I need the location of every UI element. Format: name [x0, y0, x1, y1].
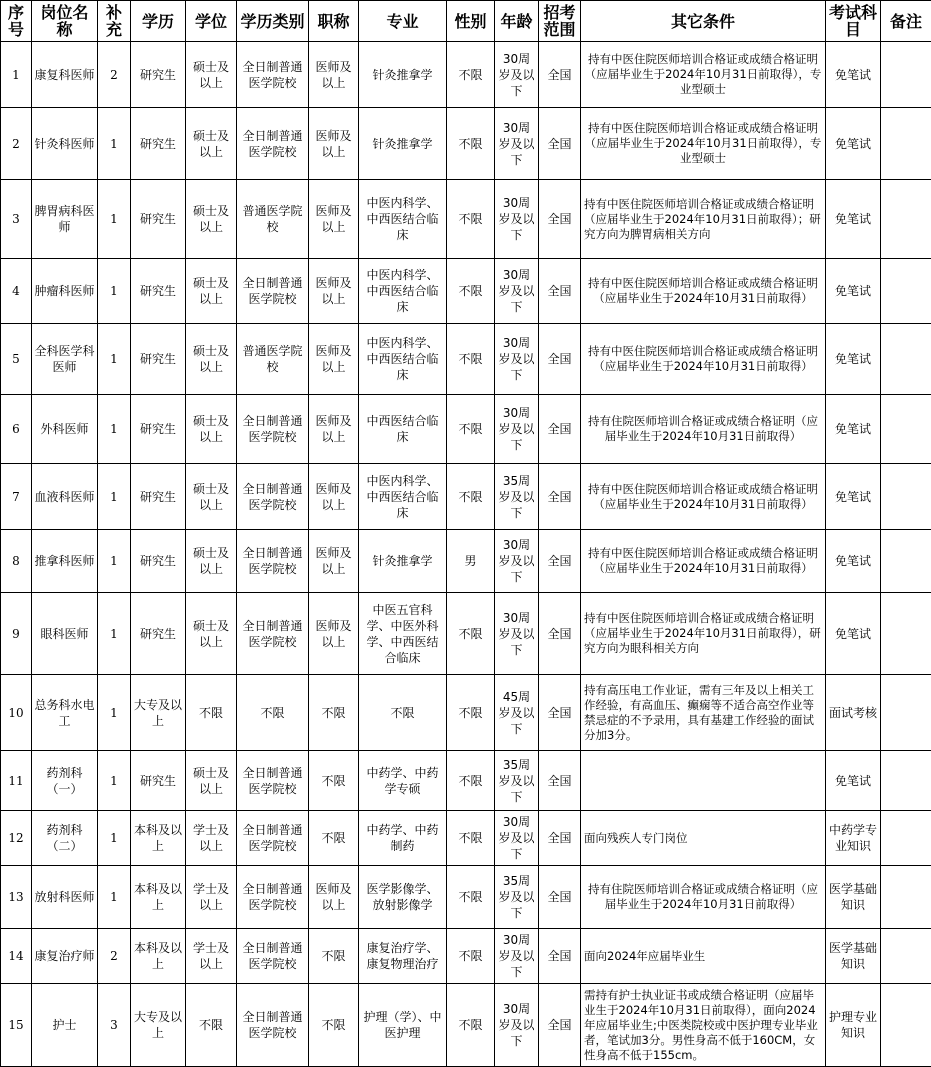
- cell-edu-type: 全日制普通医学院校: [237, 866, 309, 929]
- table-row: [1, 324, 931, 395]
- cell-scope: 全国: [539, 259, 581, 324]
- cell-exam: 免笔试: [826, 530, 881, 593]
- cell-note: [881, 530, 931, 593]
- cell-scope: 全国: [539, 108, 581, 180]
- cell-post: 护士: [32, 984, 98, 1067]
- table-row: [1, 675, 931, 751]
- table-body: [1, 42, 931, 1067]
- table-row: [1, 984, 931, 1067]
- header-cell-title: 职称: [309, 1, 359, 42]
- cell-count: 1: [98, 259, 131, 324]
- cell-scope: 全国: [539, 464, 581, 530]
- cell-title: 医师及以上: [309, 42, 359, 108]
- cell-gender: 不限: [447, 675, 495, 751]
- cell-count: 3: [98, 984, 131, 1067]
- cell-degree: 硕士及以上: [186, 530, 237, 593]
- cell-exam: 面试考核: [826, 675, 881, 751]
- cell-title: 医师及以上: [309, 395, 359, 464]
- cell-no: 1: [1, 42, 32, 108]
- cell-other: 持有中医住院医师培训合格证或成绩合格证明（应届毕业生于2024年10月31日前取得）: [581, 530, 826, 593]
- cell-other: 需持有护士执业证书或成绩合格证明（应届毕业生于2024年10月31日前取得），面向2024年应届毕业生;中医类院校或中医护理专业毕业者，笔试加3分。男性身高不低于160CM，女性身高不低于155cm。: [581, 984, 826, 1067]
- cell-scope: 全国: [539, 675, 581, 751]
- cell-other: 持有住院医师培训合格证或成绩合格证明（应届毕业生于2024年10月31日前取得）: [581, 866, 826, 929]
- cell-major: 中医内科学、中西医结合临床: [359, 180, 447, 259]
- cell-note: [881, 984, 931, 1067]
- cell-no: 13: [1, 866, 32, 929]
- cell-degree: 硕士及以上: [186, 593, 237, 675]
- cell-major: 针灸推拿学: [359, 42, 447, 108]
- cell-major: 护理（学）、中医护理: [359, 984, 447, 1067]
- cell-degree: 不限: [186, 984, 237, 1067]
- cell-title: 不限: [309, 984, 359, 1067]
- cell-scope: 全国: [539, 929, 581, 984]
- cell-count: 1: [98, 675, 131, 751]
- cell-count: 1: [98, 180, 131, 259]
- cell-exam: 医学基础知识: [826, 929, 881, 984]
- cell-major: 中药学、中药学专硕: [359, 751, 447, 811]
- cell-note: [881, 866, 931, 929]
- cell-gender: 不限: [447, 984, 495, 1067]
- table-row: [1, 866, 931, 929]
- cell-degree: 硕士及以上: [186, 259, 237, 324]
- cell-scope: 全国: [539, 324, 581, 395]
- cell-age: 30周岁及以下: [495, 984, 539, 1067]
- cell-age: 30周岁及以下: [495, 395, 539, 464]
- cell-exam: 免笔试: [826, 42, 881, 108]
- cell-title: 医师及以上: [309, 464, 359, 530]
- cell-edu-type: 全日制普通医学院校: [237, 108, 309, 180]
- cell-edu-type: 全日制普通医学院校: [237, 42, 309, 108]
- header-cell-exam: 考试科目: [826, 1, 881, 42]
- cell-title: 医师及以上: [309, 259, 359, 324]
- cell-scope: 全国: [539, 811, 581, 866]
- cell-age: 35周岁及以下: [495, 464, 539, 530]
- cell-no: 9: [1, 593, 32, 675]
- cell-post: 眼科医师: [32, 593, 98, 675]
- table-row: [1, 929, 931, 984]
- cell-note: [881, 324, 931, 395]
- cell-degree: 硕士及以上: [186, 751, 237, 811]
- cell-post: 全科医学科医师: [32, 324, 98, 395]
- header-cell-scope: 招考范围: [539, 1, 581, 42]
- cell-title: 不限: [309, 811, 359, 866]
- cell-no: 2: [1, 108, 32, 180]
- cell-major: 中医内科学、中西医结合临床: [359, 324, 447, 395]
- header-cell-note: 备注: [881, 1, 931, 42]
- cell-gender: 不限: [447, 180, 495, 259]
- cell-edu: 研究生: [131, 530, 186, 593]
- cell-degree: 硕士及以上: [186, 180, 237, 259]
- header-cell-edu: 学历: [131, 1, 186, 42]
- cell-note: [881, 180, 931, 259]
- cell-count: 1: [98, 593, 131, 675]
- cell-other: [581, 751, 826, 811]
- cell-exam: 医学基础知识: [826, 866, 881, 929]
- cell-major: 针灸推拿学: [359, 108, 447, 180]
- cell-post: 康复治疗师: [32, 929, 98, 984]
- cell-degree: 不限: [186, 675, 237, 751]
- cell-gender: 不限: [447, 108, 495, 180]
- table-row: [1, 751, 931, 811]
- cell-edu: 研究生: [131, 180, 186, 259]
- cell-count: 2: [98, 929, 131, 984]
- cell-edu: 研究生: [131, 108, 186, 180]
- cell-major: 医学影像学、放射影像学: [359, 866, 447, 929]
- cell-edu-type: 全日制普通医学院校: [237, 811, 309, 866]
- cell-note: [881, 675, 931, 751]
- cell-other: 持有中医住院医师培训合格证或成绩合格证明（应届毕业生于2024年10月31日前取得）；研究方向为脾胃病相关方向: [581, 180, 826, 259]
- header-cell-edu-type: 学历类别: [237, 1, 309, 42]
- cell-gender: 不限: [447, 464, 495, 530]
- cell-note: [881, 108, 931, 180]
- cell-major: 中医内科学、中西医结合临床: [359, 259, 447, 324]
- cell-no: 3: [1, 180, 32, 259]
- cell-gender: 不限: [447, 751, 495, 811]
- cell-major: 康复治疗学、康复物理治疗: [359, 929, 447, 984]
- cell-exam: 免笔试: [826, 395, 881, 464]
- cell-scope: 全国: [539, 530, 581, 593]
- cell-scope: 全国: [539, 180, 581, 259]
- header-cell-major: 专业: [359, 1, 447, 42]
- cell-major: 中医五官科学、中医外科学、中西医结合临床: [359, 593, 447, 675]
- cell-scope: 全国: [539, 395, 581, 464]
- cell-edu-type: 全日制普通医学院校: [237, 593, 309, 675]
- cell-other: 持有中医住院医师培训合格证或成绩合格证明（应届毕业生于2024年10月31日前取得），专业型硕士: [581, 42, 826, 108]
- cell-edu: 研究生: [131, 464, 186, 530]
- cell-title: 医师及以上: [309, 180, 359, 259]
- cell-no: 4: [1, 259, 32, 324]
- header-cell-degree: 学位: [186, 1, 237, 42]
- cell-title: 医师及以上: [309, 108, 359, 180]
- cell-edu-type: 全日制普通医学院校: [237, 259, 309, 324]
- cell-edu-type: 全日制普通医学院校: [237, 929, 309, 984]
- cell-count: 1: [98, 530, 131, 593]
- header-cell-count: 补充: [98, 1, 131, 42]
- header-cell-post: 岗位名称: [32, 1, 98, 42]
- header-cell-no: 序号: [1, 1, 32, 42]
- cell-post: 外科医师: [32, 395, 98, 464]
- table-row: [1, 259, 931, 324]
- cell-other: 持有中医住院医师培训合格证或成绩合格证明（应届毕业生于2024年10月31日前取得）: [581, 259, 826, 324]
- cell-no: 10: [1, 675, 32, 751]
- cell-gender: 不限: [447, 324, 495, 395]
- cell-gender: 不限: [447, 811, 495, 866]
- cell-scope: 全国: [539, 42, 581, 108]
- cell-no: 11: [1, 751, 32, 811]
- cell-edu: 大专及以上: [131, 675, 186, 751]
- cell-edu-type: 普通医学院校: [237, 324, 309, 395]
- header-cell-gender: 性别: [447, 1, 495, 42]
- cell-age: 30周岁及以下: [495, 530, 539, 593]
- cell-gender: 不限: [447, 259, 495, 324]
- cell-gender: 不限: [447, 395, 495, 464]
- cell-post: 药剂科（一）: [32, 751, 98, 811]
- cell-scope: 全国: [539, 751, 581, 811]
- cell-post: 总务科水电工: [32, 675, 98, 751]
- cell-exam: 免笔试: [826, 464, 881, 530]
- cell-edu-type: 全日制普通医学院校: [237, 984, 309, 1067]
- cell-edu-type: 全日制普通医学院校: [237, 530, 309, 593]
- cell-note: [881, 464, 931, 530]
- cell-age: 30周岁及以下: [495, 108, 539, 180]
- cell-gender: 不限: [447, 42, 495, 108]
- cell-age: 30周岁及以下: [495, 259, 539, 324]
- cell-note: [881, 929, 931, 984]
- cell-other: 持有中医住院医师培训合格证或成绩合格证明（应届毕业生于2024年10月31日前取得），研究方向为眼科相关方向: [581, 593, 826, 675]
- cell-exam: 免笔试: [826, 259, 881, 324]
- cell-degree: 硕士及以上: [186, 395, 237, 464]
- cell-major: 中西医结合临床: [359, 395, 447, 464]
- cell-age: 35周岁及以下: [495, 866, 539, 929]
- table-row: [1, 108, 931, 180]
- table-row: [1, 464, 931, 530]
- cell-degree: 学士及以上: [186, 866, 237, 929]
- cell-title: 医师及以上: [309, 866, 359, 929]
- cell-scope: 全国: [539, 866, 581, 929]
- cell-no: 12: [1, 811, 32, 866]
- cell-count: 1: [98, 395, 131, 464]
- cell-post: 推拿科医师: [32, 530, 98, 593]
- header-cell-other: 其它条件: [581, 1, 826, 42]
- cell-note: [881, 751, 931, 811]
- cell-count: 1: [98, 464, 131, 530]
- cell-other: 持有中医住院医师培训合格证或成绩合格证明（应届毕业生于2024年10月31日前取得）: [581, 464, 826, 530]
- cell-degree: 硕士及以上: [186, 464, 237, 530]
- cell-age: 30周岁及以下: [495, 180, 539, 259]
- cell-edu: 本科及以上: [131, 811, 186, 866]
- cell-no: 5: [1, 324, 32, 395]
- cell-edu-type: 普通医学院校: [237, 180, 309, 259]
- table-row: [1, 42, 931, 108]
- cell-edu: 本科及以上: [131, 929, 186, 984]
- cell-edu: 本科及以上: [131, 866, 186, 929]
- cell-count: 1: [98, 866, 131, 929]
- cell-count: 1: [98, 324, 131, 395]
- cell-post: 药剂科（二）: [32, 811, 98, 866]
- cell-major: 中医内科学、中西医结合临床: [359, 464, 447, 530]
- header-row: [1, 1, 931, 42]
- cell-other: 持有中医住院医师培训合格证或成绩合格证明（应届毕业生于2024年10月31日前取得），专业型硕士: [581, 108, 826, 180]
- cell-exam: 免笔试: [826, 108, 881, 180]
- table-row: [1, 593, 931, 675]
- cell-exam: 免笔试: [826, 180, 881, 259]
- cell-age: 30周岁及以下: [495, 593, 539, 675]
- cell-other: 面向2024年应届毕业生: [581, 929, 826, 984]
- cell-age: 30周岁及以下: [495, 324, 539, 395]
- cell-other: 持有中医住院医师培训合格证或成绩合格证明（应届毕业生于2024年10月31日前取得）: [581, 324, 826, 395]
- cell-title: 不限: [309, 929, 359, 984]
- cell-other: 持有住院医师培训合格证或成绩合格证明（应届毕业生于2024年10月31日前取得）: [581, 395, 826, 464]
- header-cell-age: 年龄: [495, 1, 539, 42]
- cell-edu: 大专及以上: [131, 984, 186, 1067]
- cell-other: 面向残疾人专门岗位: [581, 811, 826, 866]
- cell-other: 持有高压电工作业证，需有三年及以上相关工作经验，有高血压、癫痫等不适合高空作业等禁忌症的不予录用，具有基建工作经验的面试分加3分。: [581, 675, 826, 751]
- cell-major: 针灸推拿学: [359, 530, 447, 593]
- table-row: [1, 180, 931, 259]
- cell-age: 35周岁及以下: [495, 751, 539, 811]
- cell-major: 不限: [359, 675, 447, 751]
- table-row: [1, 530, 931, 593]
- cell-edu: 研究生: [131, 593, 186, 675]
- cell-count: 1: [98, 811, 131, 866]
- cell-title: 不限: [309, 751, 359, 811]
- cell-edu: 研究生: [131, 259, 186, 324]
- cell-edu: 研究生: [131, 42, 186, 108]
- cell-exam: 免笔试: [826, 324, 881, 395]
- cell-post: 血液科医师: [32, 464, 98, 530]
- cell-note: [881, 811, 931, 866]
- cell-count: 2: [98, 42, 131, 108]
- cell-gender: 不限: [447, 866, 495, 929]
- cell-no: 15: [1, 984, 32, 1067]
- cell-note: [881, 593, 931, 675]
- cell-age: 45周岁及以下: [495, 675, 539, 751]
- table-row: [1, 811, 931, 866]
- cell-degree: 学士及以上: [186, 811, 237, 866]
- cell-edu-type: 全日制普通医学院校: [237, 751, 309, 811]
- cell-edu-type: 不限: [237, 675, 309, 751]
- cell-edu: 研究生: [131, 395, 186, 464]
- cell-major: 中药学、中药制药: [359, 811, 447, 866]
- cell-degree: 硕士及以上: [186, 108, 237, 180]
- cell-exam: 中药学专业知识: [826, 811, 881, 866]
- cell-post: 放射科医师: [32, 866, 98, 929]
- cell-title: 医师及以上: [309, 593, 359, 675]
- cell-age: 30周岁及以下: [495, 811, 539, 866]
- cell-age: 30周岁及以下: [495, 929, 539, 984]
- cell-edu-type: 全日制普通医学院校: [237, 395, 309, 464]
- cell-note: [881, 395, 931, 464]
- cell-post: 康复科医师: [32, 42, 98, 108]
- table-row: [1, 395, 931, 464]
- cell-exam: 免笔试: [826, 593, 881, 675]
- cell-gender: 不限: [447, 593, 495, 675]
- cell-count: 1: [98, 751, 131, 811]
- cell-title: 不限: [309, 675, 359, 751]
- cell-degree: 硕士及以上: [186, 324, 237, 395]
- cell-title: 医师及以上: [309, 324, 359, 395]
- cell-degree: 学士及以上: [186, 929, 237, 984]
- cell-no: 8: [1, 530, 32, 593]
- cell-age: 30周岁及以下: [495, 42, 539, 108]
- cell-title: 医师及以上: [309, 530, 359, 593]
- cell-no: 6: [1, 395, 32, 464]
- cell-edu: 研究生: [131, 751, 186, 811]
- cell-edu: 研究生: [131, 324, 186, 395]
- cell-scope: 全国: [539, 984, 581, 1067]
- cell-post: 脾胃病科医师: [32, 180, 98, 259]
- cell-note: [881, 42, 931, 108]
- cell-count: 1: [98, 108, 131, 180]
- cell-edu-type: 全日制普通医学院校: [237, 464, 309, 530]
- cell-gender: 男: [447, 530, 495, 593]
- cell-post: 针灸科医师: [32, 108, 98, 180]
- cell-post: 肿瘤科医师: [32, 259, 98, 324]
- cell-note: [881, 259, 931, 324]
- cell-degree: 硕士及以上: [186, 42, 237, 108]
- cell-no: 7: [1, 464, 32, 530]
- cell-exam: 护理专业知识: [826, 984, 881, 1067]
- cell-scope: 全国: [539, 593, 581, 675]
- cell-exam: 免笔试: [826, 751, 881, 811]
- cell-gender: 不限: [447, 929, 495, 984]
- cell-no: 14: [1, 929, 32, 984]
